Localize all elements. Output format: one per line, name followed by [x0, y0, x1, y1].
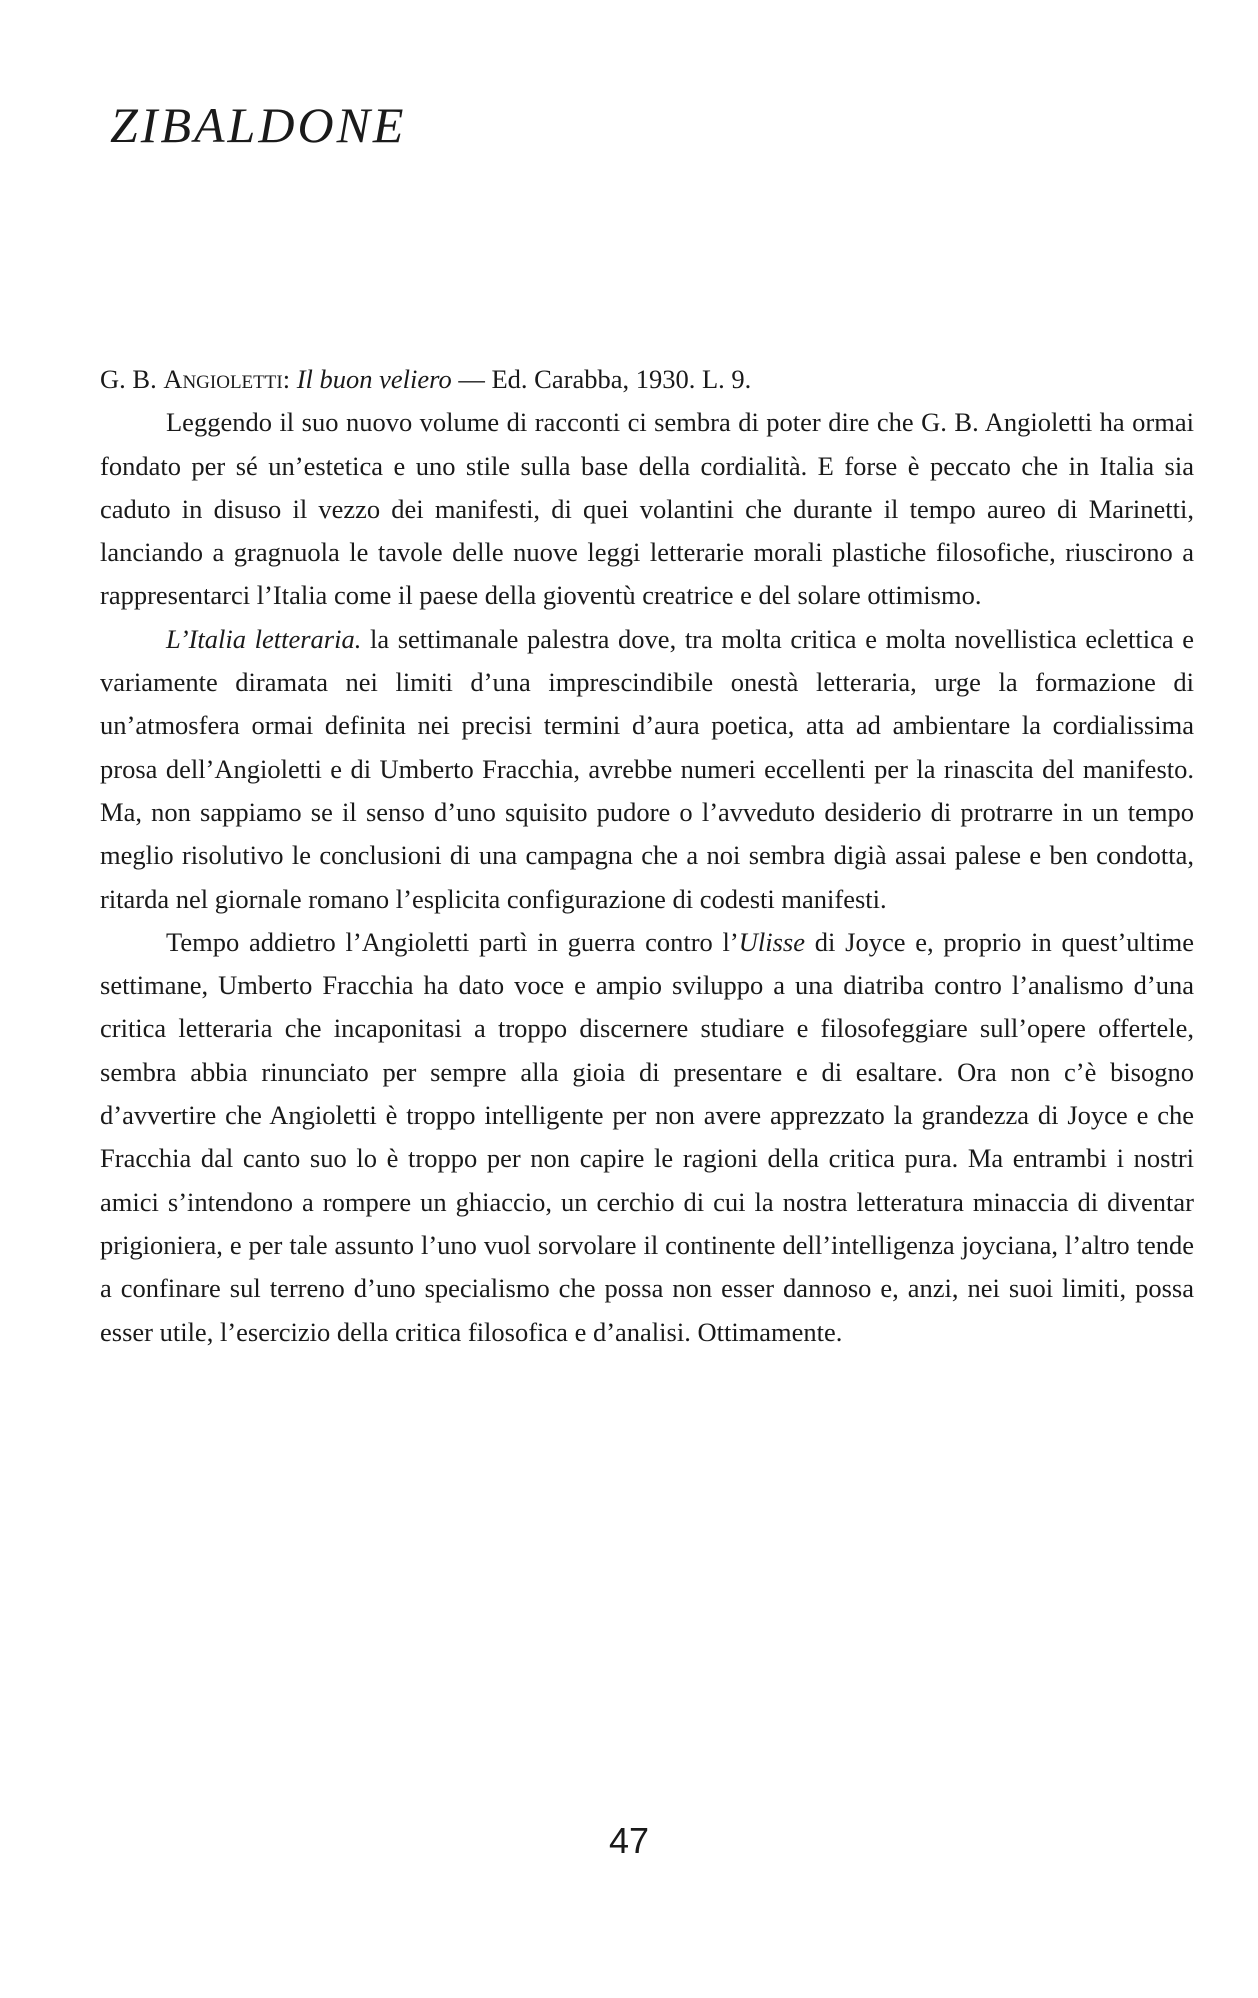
- author-surname: Angioletti: [163, 364, 283, 394]
- review-article: [100, 358, 1194, 1354]
- book-title: Il buon veliero: [296, 364, 452, 394]
- section-title: ZIBALDONE: [110, 97, 407, 153]
- review-heading: [100, 358, 1194, 401]
- paragraph-2-text: la settimanale palestra dove, tra molta critica e molta novellistica eclettica e variamente diramata nei limiti d’una imprescindibile onestà letteraria, urge la formazione di un’atmosfera ormai definita nei precisi termini d’aura poetica, atta ad ambientare la cordialissima prosa dell’Angioletti e di Umberto Fracchia, avrebbe numeri eccellenti per la rinascita del manifesto. Ma, non sappiamo se il senso d’uno squisito pudore o l’avveduto desiderio di protrarre in un tempo meglio risolutivo le conclusioni di una campagna che a noi sembra digià assai palese e ben condotta, ritarda nel giornale romano l’esplicita configurazione di codesti manifesti.: [100, 623, 1194, 914]
- paragraph-3-text: di Joyce e, proprio in quest’ultime settimane, Umberto Fracchia ha dato voce e ampio sviluppo a una diatriba contro l’analismo d’una critica letteraria che incaponitasi a troppo discernere studiare e filosofeggiare sull’opere offertele, sembra abbia rinunciato per sempre alla gioia di presentare e di esaltare. Ora non c’è bisogno d’avvertire che Angioletti è troppo intelligente per non avere apprezzato la grandezza di Joyce e che Fracchia dal canto suo lo è troppo per non capire le ragioni della critica pura. Ma entrambi i nostri amici s’intendono a rompere un ghiaccio, un cerchio di cui la nostra letteratura minaccia di diventar prigioniera, e per tale assunto l’uno vuol sorvolare il continente dell’intelligenza joyciana, l’altro tende a confinare sul terreno d’uno specialismo che possa non esser dannoso e, anzi, nei suoi limiti, possa esser utile, l’esercizio della critica filosofica e d’analisi. Ottimamente.: [100, 926, 1195, 1347]
- paragraph-1: Leggendo il suo nuovo volume di racconti ci sembra di poter dire che G. B. Angioletti ha ormai fondato per sé un’estetica e uno stile sulla base della cordialità. E forse è peccato che in Italia sia caduto in disuso il vezzo dei manifesti, di quei volantini che durante il tempo aureo di Marinetti, lanciando a gragnuola le tavole delle nuove leggi letterarie morali plastiche filosofiche, riuscirono a rappresentarci l’Italia come il paese della gioventù creatrice e del solare ottimismo.: [100, 407, 1194, 611]
- heading-colon: :: [282, 364, 291, 394]
- author-initials: G. B.: [100, 364, 157, 394]
- ulisse-title: Ulisse: [738, 926, 805, 957]
- periodical-title: L’Italia letteraria.: [166, 623, 362, 654]
- paragraph-3: [100, 921, 1194, 1354]
- paragraph-2: [100, 618, 1194, 921]
- page-number: 47: [608, 1820, 650, 1861]
- publication-info: — Ed. Carabba, 1930. L. 9.: [458, 364, 752, 394]
- paragraph-3-start: Tempo addietro l’Angioletti partì in guerra contro l’: [166, 926, 739, 957]
